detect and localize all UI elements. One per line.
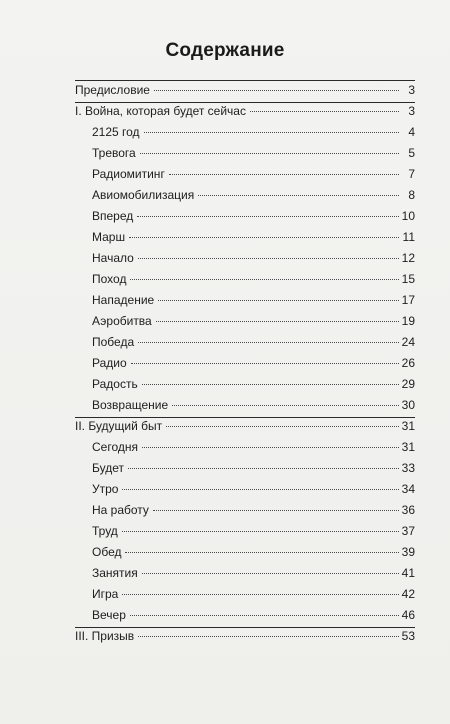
toc-entry-page-number: 8 [408,188,415,202]
toc-subsection-entry [75,395,415,416]
toc-section-entry [75,101,415,122]
toc-entry-label: Победа [92,335,135,349]
dot-leader [125,552,399,553]
toc-subsection-entry [75,164,415,185]
dot-leader [166,426,399,427]
toc-subsection-entry [75,290,415,311]
dot-leader [128,468,399,469]
toc-entry-label: Труд [92,524,118,538]
toc-subsection-entry [75,269,415,290]
toc-entry-page-number: 41 [401,566,415,580]
toc-entry-label: Сегодня [92,440,138,454]
dot-leader [138,342,399,343]
dot-leader [130,615,399,616]
toc-entry-label: Тревога [92,146,136,160]
toc-entry-page-number: 10 [401,209,415,223]
toc-subsection-entry [75,605,415,626]
section-divider [75,417,415,418]
dot-leader [138,636,399,637]
toc-entry-page-number: 34 [401,482,415,496]
toc-entry-label: Аэробитва [92,314,152,328]
toc-entry-label: Вперед [92,209,134,223]
toc-subsection-entry [75,311,415,332]
toc-entry-page-number: 53 [401,629,415,643]
toc-entry-page-number: 42 [401,587,415,601]
section-divider [75,102,415,103]
toc-entry-page-number: 19 [401,314,415,328]
toc-subsection-entry [75,563,415,584]
toc-subsection-entry [75,374,415,395]
toc-entry-label: На работу [92,503,149,517]
toc-entry-label: Радио [92,356,127,370]
dot-leader [142,447,399,448]
toc-entry-label: Игра [92,587,119,601]
toc-subsection-entry [75,437,415,458]
toc-entry-page-number: 15 [401,272,415,286]
toc-section-entry [75,416,415,437]
toc-entry-page-number: 33 [401,461,415,475]
dot-leader [138,258,399,259]
toc-entry-label: I. Война, которая будет сейчас [75,104,246,118]
dot-leader [131,363,399,364]
toc-subsection-entry [75,206,415,227]
dot-leader [130,279,399,280]
toc-entry-page-number: 37 [401,524,415,538]
dot-leader [144,132,399,133]
dot-leader [198,195,399,196]
toc-entry-label: Обед [92,545,122,559]
toc-entry-page-number: 3 [408,83,415,97]
toc-subsection-entry [75,122,415,143]
dot-leader [154,90,399,91]
toc-entry-label: III. Призыв [75,629,135,643]
toc-subsection-entry [75,185,415,206]
toc-section-entry [75,626,415,647]
toc-entry-page-number: 30 [401,398,415,412]
toc-entry-label: Поход [92,272,127,286]
toc-entry-label: Возвращение [92,398,169,412]
toc-entry-page-number: 29 [401,377,415,391]
dot-leader [140,153,399,154]
dot-leader [142,384,399,385]
toc-entry-label: Нападение [92,293,155,307]
toc-subsection-entry [75,479,415,500]
toc-entry-page-number: 17 [401,293,415,307]
section-divider [75,627,415,628]
toc-entry-label: Радиомитинг [92,167,165,181]
table-of-contents [75,80,415,647]
dot-leader [129,237,399,238]
dot-leader [142,573,399,574]
toc-entry-label: Радость [92,377,138,391]
toc-subsection-entry [75,542,415,563]
toc-subsection-entry [75,584,415,605]
dot-leader [122,594,399,595]
dot-leader [169,174,399,175]
dot-leader [158,300,399,301]
toc-entry-label: Будет [92,461,124,475]
toc-entry-label: Утро [92,482,119,496]
toc-section-entry [75,80,415,101]
toc-entry-label: Начало [92,251,134,265]
toc-entry-label: Авиомобилизация [92,188,195,202]
dot-leader [122,489,399,490]
toc-entry-label: Занятия [92,566,138,580]
toc-subsection-entry [75,521,415,542]
toc-entry-page-number: 5 [408,146,415,160]
toc-entry-page-number: 46 [401,608,415,622]
toc-entry-page-number: 7 [408,167,415,181]
toc-entry-page-number: 26 [401,356,415,370]
toc-entry-label: Предисловие [75,83,150,97]
toc-subsection-entry [75,143,415,164]
toc-entry-page-number: 3 [408,104,415,118]
dot-leader [122,531,399,532]
toc-subsection-entry [75,500,415,521]
toc-entry-label: II. Будущий быт [75,419,163,433]
dot-leader [156,321,399,322]
toc-entry-label: 2125 год [92,125,140,139]
toc-subsection-entry [75,227,415,248]
toc-subsection-entry [75,353,415,374]
toc-entry-page-number: 31 [401,440,415,454]
dot-leader [250,111,399,112]
toc-subsection-entry [75,248,415,269]
toc-entry-label: Вечер [92,608,126,622]
toc-subsection-entry [75,458,415,479]
toc-entry-page-number: 24 [401,335,415,349]
dot-leader [137,216,399,217]
section-divider [75,80,415,81]
toc-entry-page-number: 11 [402,230,415,244]
toc-entry-page-number: 12 [401,251,415,265]
page-title: Содержание [165,40,285,61]
toc-subsection-entry [75,332,415,353]
dot-leader [153,510,399,511]
dot-leader [172,405,399,406]
toc-entry-label: Марш [92,230,126,244]
toc-entry-page-number: 31 [401,419,415,433]
toc-entry-page-number: 4 [408,125,415,139]
toc-entry-page-number: 39 [401,545,415,559]
toc-entry-page-number: 36 [401,503,415,517]
